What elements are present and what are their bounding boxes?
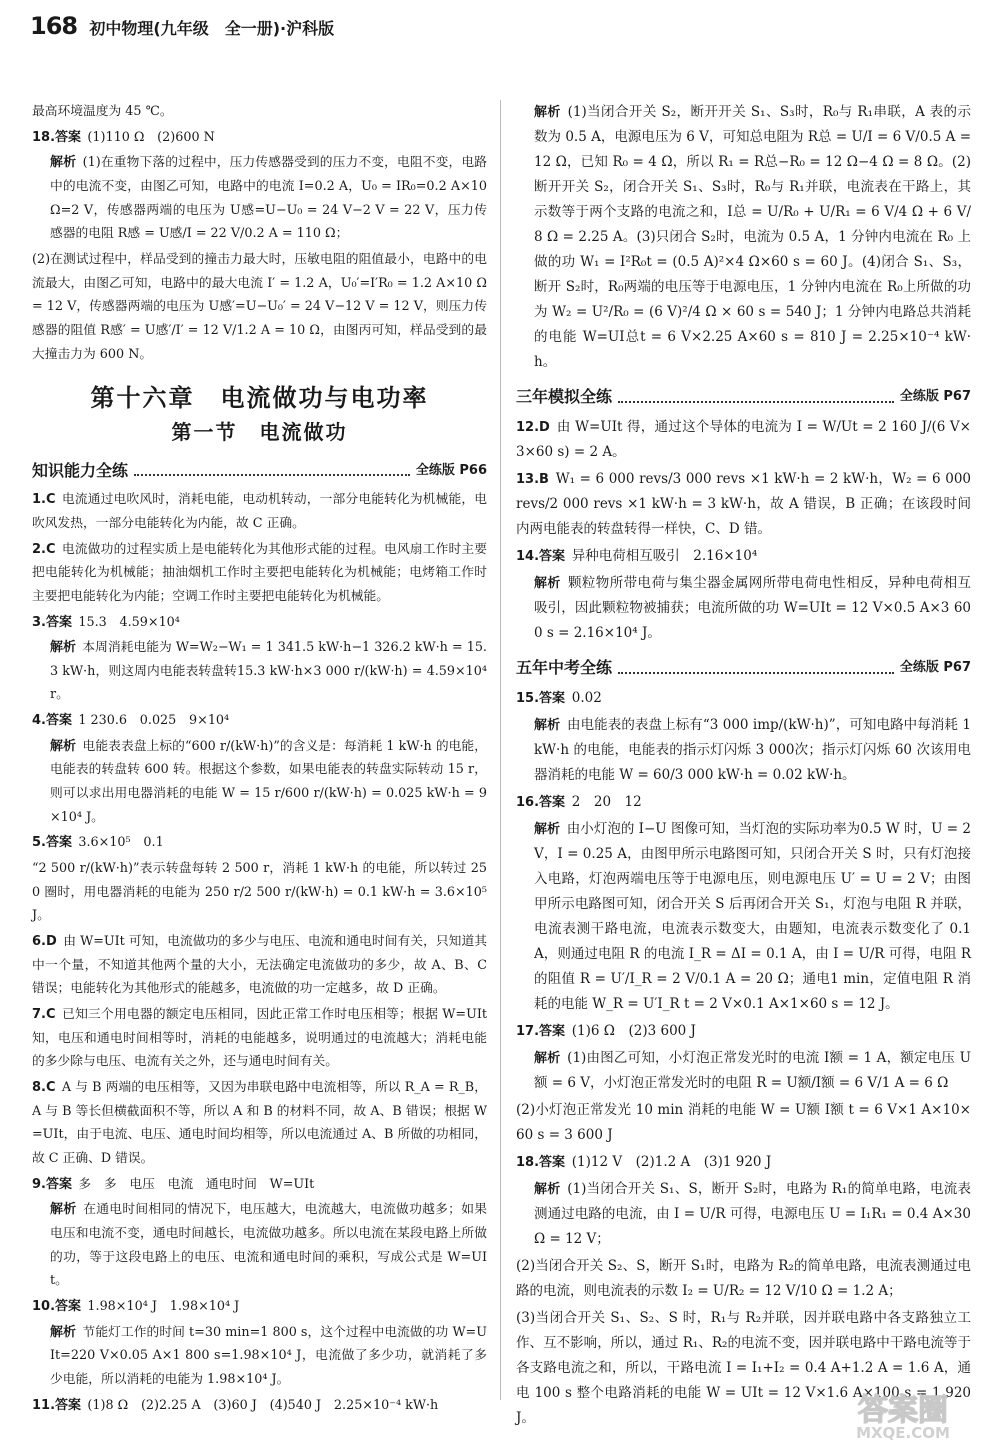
answer-item xyxy=(516,544,971,569)
answer-paragraph xyxy=(516,1254,971,1304)
answer-text: 1 230.6 0.025 9×10⁴ xyxy=(78,713,230,729)
answer-item xyxy=(516,713,971,788)
answer-item xyxy=(32,488,487,535)
answer-text: 由 W=UIt 得，通过这个导体的电流为 I = W/Ut = 2 160 J/(6 V×3×60 s) = 2 A。 xyxy=(516,419,971,460)
answer-item xyxy=(516,467,971,542)
answer-item xyxy=(32,1295,487,1319)
page-number: 168 xyxy=(30,12,78,40)
answer-item xyxy=(32,151,487,246)
answer-text: 多 多 电压 电流 通电时间 W=UIt xyxy=(78,1176,315,1192)
answer-item xyxy=(32,1198,487,1293)
right-column xyxy=(516,100,971,1433)
answer-item xyxy=(32,126,487,150)
answer-text: 由小灯泡的 I−U 图像可知，当灯泡的实际功率为0.5 W 时，U = 2 V，I = 0.25 A，由图甲所示电路图可知，只闭合开关 S 时，只有灯泡接入电路，灯泡两端电压等于电源电压，则电源电压 U′ = U = 2 V；由图甲所示电路图可知，闭合开关 S 后再闭合开关 S₁，灯泡与电阻 R 并联，电流表测干路电流，电流表示数变大，由题知，电流表示数变化了 0.1 A，则通过电阻 R 的电流 I_R = ΔI = 0.1 A，由 I = U/R 可得，电阻 R 的阻值 R = U′/I_R = 2 V/0.1 A = 20 Ω；通电1 min，定值电阻 R 消耗的电能 W_R = U′I_R t = 2 V×0.1 A×1×60 s = 12 J。 xyxy=(534,821,971,1012)
banner-page-ref: 全练版 P66 xyxy=(415,462,487,478)
book-title: 初中物理(九年级 全一册)·沪科版 xyxy=(89,19,335,38)
answer-text: (1)8 Ω (2)2.25 A (3)60 J (4)540 J 2.25×10⁻⁴ kW·h xyxy=(87,1397,439,1413)
answer-item xyxy=(516,100,971,375)
dotted-leader xyxy=(618,401,894,403)
answer-item xyxy=(516,1019,971,1044)
banner-title: 知识能力全练 xyxy=(32,460,129,480)
answer-item xyxy=(32,930,487,1001)
answer-label: 解析 xyxy=(50,738,77,754)
answer-item xyxy=(516,415,971,465)
column-divider xyxy=(500,100,501,1400)
answer-text: 本周消耗电能为 W=W₂−W₁ = 1 341.5 kW·h−1 326.2 kW·h = 15.3 kW·h，则这周内电能表转盘转15.3 kW·h×3 000 r/(kW·h) = 4.59×10⁴ r。 xyxy=(50,640,487,703)
answer-item xyxy=(516,790,971,815)
answer-label: 6.D xyxy=(32,934,57,950)
banner-page-ref: 全练版 P67 xyxy=(899,389,971,404)
answer-item xyxy=(32,1321,487,1392)
answer-text: (1)由图乙可知，小灯泡正常发光时的电流 I额 = 1 A，额定电压 U额 = 6 V，小灯泡正常发光时的电阻 R = U额/I额 = 6 V/1 A = 6 Ω xyxy=(534,1050,971,1091)
answer-text: 2 20 12 xyxy=(571,794,642,810)
answer-text: (1)当闭合开关 S₂，断开开关 S₁、S₃时，R₀与 R₁串联，A 表的示数为 0.5 A，电源电压为 6 V，可知总电阻为 R总 = U/I = 6 V/0.5 A = 12 Ω，已知 R₀ = 4 Ω，所以 R₁ = R总−R₀ = 12 Ω−4 Ω = 8 Ω。(2)断开开关 S₂，闭合开关 S₁、S₃时，R₀与 R₁并联，电流表在干路上，其示数等于两个支路的电流之和，I总 = U/R₀ + U/R₁ = 6 V/4 Ω + 6 V/8 Ω = 2.25 A。(3)只闭合 S₂时，电流为 0.5 A，1 分钟内电流在 R₀ 上做的功 W₁ = I²R₀t = (0.5 A)²×4 Ω×60 s = 60 J。(4)闭合 S₁、S₃，断开 S₂时，R₀两端的电压等于电源电压，1 分钟内电流在 R₀上所做的功为 W₂ = U²/R₀ = (6 V)²/4 Ω × 60 s = 540 J；1 分钟内电路总共消耗的电能 W=UI总t = 6 V×2.25 A×60 s = 810 J = 2.25×10⁻⁴ kW·h。 xyxy=(534,104,971,370)
answer-text: 由电能表的表盘上标有“3 000 imp/(kW·h)”，可知电路中每消耗 1 kW·h 的电能，电能表的指示灯闪烁 3 000次；指示灯闪烁 60 次该用电器消耗的电能 W = 60/3 000 kW·h = 0.02 kW·h。 xyxy=(534,717,971,783)
answer-label: 解析 xyxy=(50,155,77,171)
answer-text: 1.98×10⁴ J 1.98×10⁴ J xyxy=(87,1298,240,1314)
answer-paragraph xyxy=(32,857,487,928)
answer-label: 18.答案 xyxy=(516,1155,566,1170)
answer-label: 4.答案 xyxy=(32,713,72,729)
answer-label: 解析 xyxy=(50,640,77,656)
answer-text: (1)6 Ω (2)3 600 J xyxy=(571,1023,696,1039)
answer-text: 0.02 xyxy=(571,690,602,706)
answer-text: 15.3 4.59×10⁴ xyxy=(78,614,180,630)
answer-text: “2 500 r/(kW·h)”表示转盘每转 2 500 r，消耗 1 kW·h 的电能，所以转过 250 圈时，用电器消耗的电能为 250 r/2 500 r/(kW·h) = 0.1 kW·h = 3.6×10⁵ J。 xyxy=(32,861,487,924)
answer-item xyxy=(516,571,971,646)
answer-text: (1)12 V (2)1.2 A (3)1 920 J xyxy=(571,1154,772,1170)
answer-text: (1)110 Ω (2)600 N xyxy=(87,129,215,145)
watermark-sub: MXQE.COM xyxy=(856,1424,950,1442)
answer-item xyxy=(32,1394,487,1418)
watermark-logo xyxy=(818,1386,988,1442)
answer-label: 解析 xyxy=(534,718,561,733)
answer-text: 已知三个用电器的额定电压相同，因此正常工作时电压相等；根据 W=UIt 知，电压和通电时间相等时，消耗的电能越多，说明通过的电流越大；消耗电能的多少除与电压、电流有关之外，还与通电时间有关。 xyxy=(32,1007,487,1070)
banner-title: 五年中考全练 xyxy=(516,658,613,677)
answer-paragraph xyxy=(32,248,487,366)
dotted-leader xyxy=(134,474,410,476)
section-title: 第一节 电流做功 xyxy=(171,420,348,445)
answer-text: 电能表表盘上标的“600 r/(kW·h)”的含义是：每消耗 1 kW·h 的电能，电能表的转盘转 600 转。根据这个参数，如果电能表的转盘实际转动 15 r，则可以求出用电器消耗的电能 W = 15 r/600 r/(kW·h) = 0.025 kW·h = 9×10⁴ J。 xyxy=(50,738,487,825)
answer-item xyxy=(32,1076,487,1171)
answer-text: 电流做功的过程实质上是电能转化为其他形式能的过程。电风扇工作时主要把电能转化为机械能；抽油烟机工作时主要把电能转化为机械能；电烤箱工作时主要把电能转化为内能；空调工作时主要把电能转化为机械能。 xyxy=(32,541,487,604)
answer-text: (2)小灯泡正常发光 10 min 消耗的电能 W = U额 I额 t = 6 V×1 A×10×60 s = 3 600 J xyxy=(516,1102,971,1143)
answer-text: W₁ = 6 000 revs/3 000 revs ×1 kW·h = 2 kW·h，W₂ = 6 000 revs/2 000 revs ×1 kW·h = 3 kW·h，故 A 错误，B 正确；在该段时间内两电能表的转盘转得一样快，C、D 错。 xyxy=(516,471,971,537)
answer-text: (1)在重物下落的过程中，压力传感器受到的压力不变，电阻不变，电路中的电流不变，由图乙可知，电路中的电流 I=0.2 A，U₀ = IR₀=0.2 A×10 Ω=2 V，传感器两端的电压为 U感=U−U₀ = 24 V−2 V = 22 V，压力传感器的电阻 R感 = U感/I = 22 V/0.2 A = 110 Ω； xyxy=(50,155,487,242)
answer-text: 异种电荷相互吸引 2.16×10⁴ xyxy=(571,548,758,564)
answer-item xyxy=(516,1046,971,1096)
answer-item xyxy=(516,686,971,711)
section-banner xyxy=(516,654,971,680)
chapter-title: 第十六章 电流做功与电功率 xyxy=(90,384,429,413)
answer-paragraph xyxy=(516,1098,971,1148)
dotted-leader xyxy=(618,672,894,674)
answer-label: 解析 xyxy=(50,1324,77,1340)
section-banner xyxy=(516,383,971,409)
answer-item xyxy=(32,611,487,635)
answer-label: 2.C xyxy=(32,541,56,557)
answer-item xyxy=(516,1150,971,1175)
answer-item xyxy=(516,1177,971,1252)
answer-label: 解析 xyxy=(534,822,561,837)
answer-label: 7.C xyxy=(32,1007,56,1022)
left-column xyxy=(32,100,487,1419)
answer-item xyxy=(32,735,487,830)
answer-label: 16.答案 xyxy=(516,795,566,810)
answer-text: 颗粒物所带电荷与集尘器金属网所带电荷电性相反，异种电荷相互吸引，因此颗粒物被捕获；电流所做的功 W=UIt = 12 V×0.5 A×3 600 s = 2.16×10⁴ J。 xyxy=(534,575,971,641)
answer-item xyxy=(32,1173,487,1197)
answer-label: 解析 xyxy=(534,105,561,120)
answer-text: 3.6×10⁵ 0.1 xyxy=(78,835,164,851)
answer-item xyxy=(516,817,971,1017)
answer-label: 13.B xyxy=(516,472,549,487)
answer-text: A 与 B 两端的电压相等，又因为串联电路中电流相等，所以 R_A = R_B，A 与 B 等长但横截面积不等，所以 A 和 B 的材料不同，故 A、B 错误；根据 W=UIt，由于电流、电压、通电时间均相等，所以电流通过 A、B 所做的功相同，故 C 正确、D 错误。 xyxy=(32,1079,487,1166)
answer-paragraph xyxy=(32,100,487,124)
answer-label: 3.答案 xyxy=(32,614,72,630)
answer-label: 14.答案 xyxy=(516,549,566,564)
answer-text: (3)当闭合开关 S₁、S₂、S 时，R₁与 R₂并联，因并联电路中各支路独立工作、互不影响，所以，通过 R₁、R₂的电流不变，因并联电路中干路电流等于各支路电流之和，所以，干路电流 I = I₁+I₂ = 0.4 A+1.2 A = 1.6 A，通电 100 s 整个电路消耗的电能 W = UIt = 12 V×1.6 A×100 s = 1 920 J。 xyxy=(516,1310,971,1426)
answer-item xyxy=(32,709,487,733)
section-banner xyxy=(32,456,487,482)
answer-text: 在通电时间相同的情况下，电压越大，电流越大，电流做功越多；如果电压和电流不变，通电时间越长，电流做功越多。所以电流在某段电路上所做的功，等于这段电路上的电压、电流和通电时间的乘积，写成公式是 W=UIt。 xyxy=(50,1202,487,1289)
answer-label: 9.答案 xyxy=(32,1176,72,1192)
answer-text: 最高环境温度为 45 ℃。 xyxy=(32,104,173,119)
answer-item xyxy=(32,538,487,609)
answer-text: (1)当闭合开关 S₁、S，断开 S₂时，电路为 R₁的简单电路，电流表测通过电路的电流，由 I = U/R 可得，电源电压 U = I₁R₁ = 0.4 A×30 Ω = 12 V； xyxy=(534,1181,971,1247)
watermark-text: 答案圈 xyxy=(858,1393,948,1428)
answer-item xyxy=(32,1003,487,1074)
answer-label: 解析 xyxy=(534,576,561,591)
answer-label: 1.C xyxy=(32,492,56,508)
answer-text: 节能灯工作的时间 t=30 min=1 800 s，这个过程中电流做的功 W=UIt=220 V×0.05 A×1 800 s=1.98×10⁴ J，电流做了多少功，就消耗了多少电能，所以消耗的电能为 1.98×10⁴ J。 xyxy=(50,1324,487,1387)
answer-label: 17.答案 xyxy=(516,1024,566,1039)
answer-label: 11.答案 xyxy=(32,1397,82,1413)
answer-label: 解析 xyxy=(50,1202,77,1218)
answer-text: 由 W=UIt 可知，电流做功的多少与电压、电流和通电时间有关，只知道其中一个量，不知道其他两个量的大小，无法确定电流做功的多少，故 A、B、C 错误；电能转化为其他形式的能越多，电流做的功一定越多，故 D 正确。 xyxy=(32,934,487,997)
answer-text: 电流通过电吹风时，消耗电能，电动机转动，一部分电能转化为机械能，电吹风发热，一部分电能转化为内能，故 C 正确。 xyxy=(32,492,487,531)
answer-text: (2)在测试过程中，样品受到的撞击力最大时，压敏电阻的阻值最小，电路中的电流最大，由图乙可知，电路中的最大电流 I′ = 1.2 A，U₀′=I′R₀ = 1.2 A×10 Ω = 12 V，传感器两端的电压为 U感′=U−U₀′ = 24 V−12 V = 12 V，则压力传感器的阻值 R感′ = U感′/I′ = 12 V/1.2 A = 10 Ω，由图丙可知，样品受到的最大撞击力为 600 N。 xyxy=(32,251,487,362)
answer-label: 12.D xyxy=(516,420,550,435)
answer-label: 18.答案 xyxy=(32,129,82,145)
answer-label: 解析 xyxy=(534,1182,561,1197)
answer-label: 15.答案 xyxy=(516,691,566,706)
answer-text: (2)当闭合开关 S₂、S，断开 S₁时，电路为 R₂的简单电路，电流表测通过电路的电流，则电流表的示数 I₂ = U/R₂ = 12 V/10 Ω = 1.2 A； xyxy=(516,1258,971,1299)
banner-page-ref: 全练版 P67 xyxy=(899,660,971,675)
answer-label: 5.答案 xyxy=(32,835,72,851)
answer-item xyxy=(32,831,487,855)
page-header xyxy=(30,14,334,48)
answer-label: 8.C xyxy=(32,1079,56,1095)
answer-label: 10.答案 xyxy=(32,1298,82,1314)
answer-label: 解析 xyxy=(534,1051,561,1066)
banner-title: 三年模拟全练 xyxy=(516,387,613,406)
answer-item xyxy=(32,636,487,707)
